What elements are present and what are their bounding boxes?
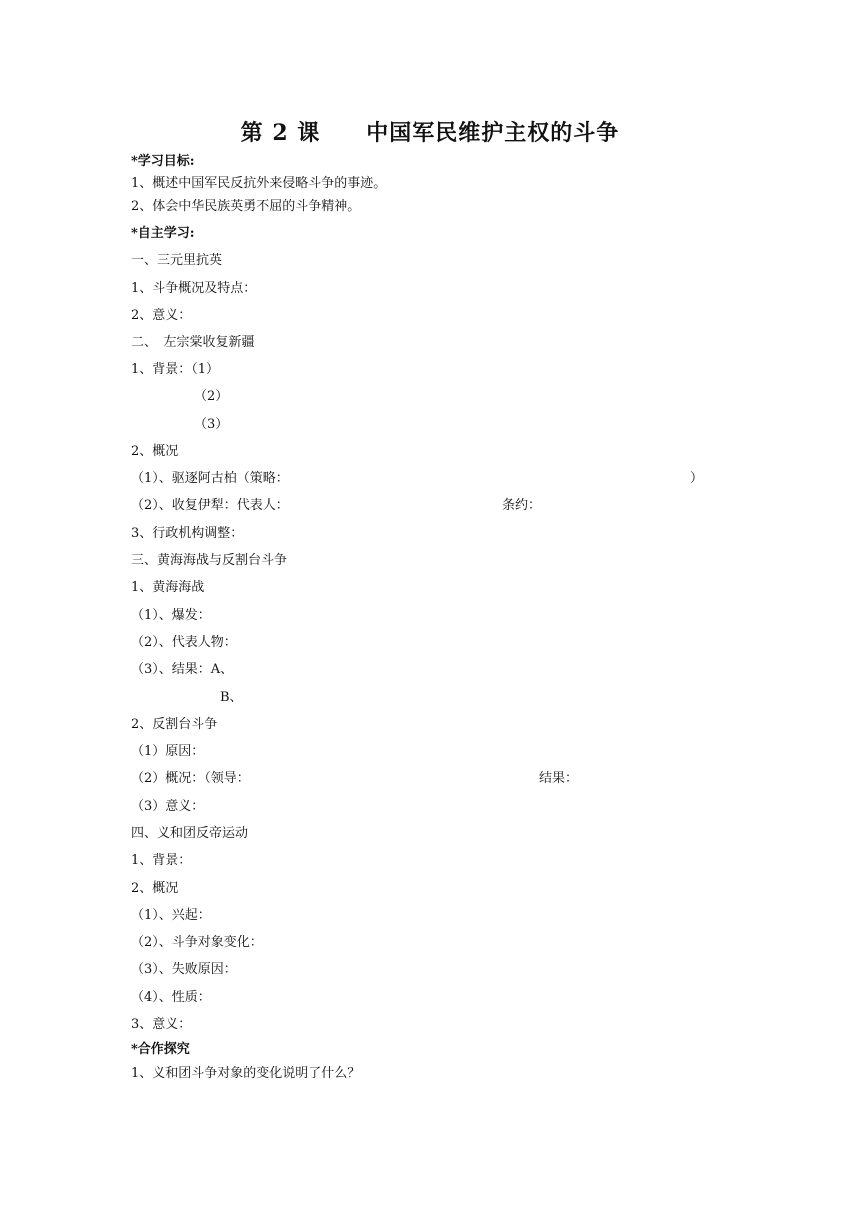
- outline-line: B、: [220, 690, 243, 705]
- outline-line: （3）、失败原因：: [131, 962, 237, 977]
- outline-line: 1、斗争概况及特点：: [131, 281, 257, 296]
- section-heading-self-study: *自主学习:: [131, 226, 195, 241]
- closing-paren: ）: [690, 471, 704, 486]
- outline-line: （1）原因：: [131, 744, 205, 759]
- outline-line: （3）意义：: [131, 799, 205, 814]
- outline-line: （2）概况：（领导：: [131, 771, 250, 786]
- section-heading-cooperation: *合作探究: [131, 1042, 190, 1057]
- outline-heading: 三、黄海海战与反割台斗争: [131, 553, 288, 568]
- outline-line: （1）、兴起：: [131, 908, 211, 923]
- outline-line: 3、意义：: [131, 1017, 192, 1032]
- outline-line: （3）: [194, 417, 229, 432]
- outline-line: 2、意义：: [131, 308, 192, 323]
- outline-line: （4）、性质：: [131, 990, 211, 1005]
- outline-line: 1、黄海海战: [131, 580, 205, 595]
- question-line: 1、义和团斗争对象的变化说明了什么？: [131, 1066, 361, 1081]
- outline-line: （2）: [194, 389, 229, 404]
- outline-line: 1、背景：: [131, 853, 192, 868]
- outline-heading: 一、三元里抗英: [131, 253, 223, 268]
- outline-line: （1）、驱逐阿古柏（策略：: [131, 471, 289, 486]
- outline-heading: 二、 左宗棠收复新疆: [131, 335, 255, 350]
- outline-line: 2、概况: [131, 881, 179, 896]
- outline-line: 2、概况: [131, 444, 179, 459]
- objective-line: 2、体会中华民族英勇不屈的斗争精神。: [131, 199, 361, 214]
- outline-line: （2）、代表人物：: [131, 635, 237, 650]
- outline-line: 3、行政机构调整：: [131, 526, 244, 541]
- outline-line: （2）、斗争对象变化：: [131, 935, 263, 950]
- outline-line: （3）、结果：A、: [131, 662, 234, 677]
- outline-line: （1）、爆发：: [131, 608, 211, 623]
- outline-heading: 四、义和团反帝运动: [131, 826, 249, 841]
- outline-line: 1、背景：（1）: [131, 362, 220, 377]
- page-title: 第 2 课 中国军民维护主权的斗争: [240, 120, 620, 146]
- outline-line: 结果：: [539, 771, 579, 786]
- outline-line: 2、反割台斗争: [131, 717, 218, 732]
- section-heading-objectives: *学习目标:: [131, 154, 195, 169]
- objective-line: 1、概述中国军民反抗外来侵略斗争的事迹。: [131, 176, 387, 191]
- outline-line: 条约：: [502, 498, 542, 513]
- outline-line: （2）、收复伊犁：代表人：: [131, 498, 289, 513]
